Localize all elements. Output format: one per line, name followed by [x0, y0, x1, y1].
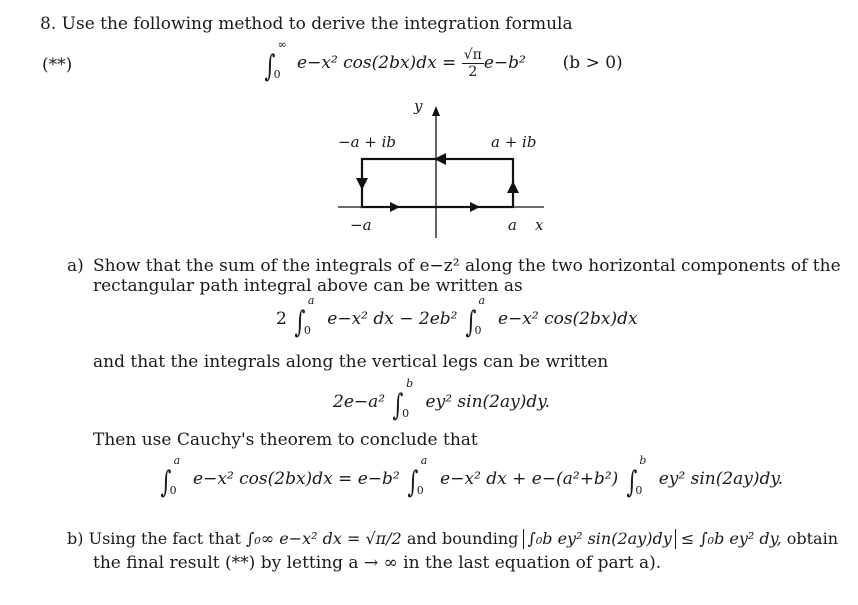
y-axis-arrow [432, 106, 440, 116]
part-a-text2: rectangular path integral above can be written as [93, 276, 523, 296]
part-b-label: b) [67, 529, 84, 548]
right-arrow-up [507, 181, 519, 193]
problem-header [40, 14, 573, 34]
formula-tag: (**) [42, 55, 73, 75]
part-a-eq1: 2 ∫ a 0 e−x² dx − 2eb² ∫ a 0 e−x² cos(2bx)dx [276, 294, 638, 340]
left-arrow-down [356, 178, 368, 190]
sqrt-pi-fraction: $\frac{√\pi}{2}$ [463, 47, 482, 80]
main-condition: (b > 0) [562, 53, 623, 73]
part-a-text1: Show that the sum of the integrals of e−z² along the two horizontal components of the [93, 256, 841, 276]
label-x: x [535, 216, 544, 234]
bound-absolute: ∫₀b ey² sin(2ay)dy [523, 529, 675, 549]
label-top-left: −a + ib [338, 133, 397, 151]
label-bottom-right: a [508, 216, 517, 234]
label-bottom-left: −a [350, 216, 372, 234]
problem-intro: Use the following method to derive the integration formula [61, 14, 573, 34]
gaussian-fact: ∫₀∞ e−x² dx = √π/2 [246, 529, 402, 548]
label-top-right: a + ib [491, 133, 537, 151]
main-lhs: e−x² cos(2bx)dx = [297, 53, 457, 73]
problem-number: 8. [40, 14, 57, 34]
part-a-text3: and that the integrals along the vertical legs can be written [93, 352, 609, 372]
part-a-eq2: 2e−a² ∫ b 0 ey² sin(2ay)dy. [333, 377, 550, 423]
label-y: y [414, 97, 423, 115]
integral-sign: ∫ [264, 49, 276, 84]
part-a-eq3: ∫ a 0 e−x² cos(2bx)dx = e−b² ∫ a 0 e−x² dx + e−(a²+b²) ∫ b 0 ey² sin(2ay)dy. [160, 454, 784, 500]
bottom-arrow-right [470, 202, 480, 212]
top-arrow-left [434, 153, 446, 165]
part-a-text4: Then use Cauchy's theorem to conclude that [93, 430, 478, 450]
rectangular-contour [362, 159, 513, 207]
integral-limits: ∞ 0 [273, 38, 287, 81]
part-a-label: a) [67, 256, 84, 276]
main-rhs: e−b² [483, 53, 526, 73]
part-b-text2: the final result (**) by letting a → ∞ in the last equation of part a). [93, 553, 662, 573]
part-b-line1: b) Using the fact that ∫₀∞ e−x² dx = √π/2 and bounding ∫₀b ey² sin(2ay)dy ≤ ∫₀b ey² dy, obtain [67, 529, 839, 548]
bottom-arrow-left [390, 202, 400, 212]
main-formula [262, 38, 623, 84]
